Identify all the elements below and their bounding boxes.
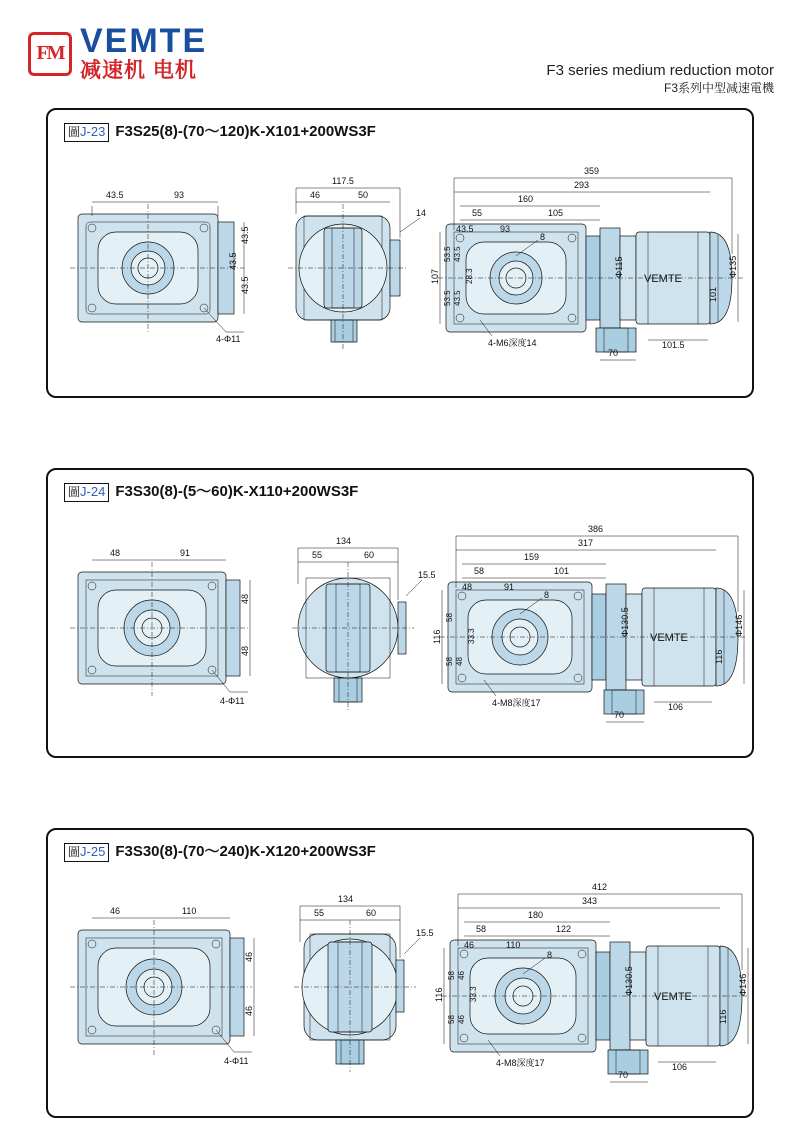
brand-label: VEMTE [654, 991, 692, 1003]
dim-text: 43.5 [228, 252, 238, 270]
figure-tag [64, 123, 109, 142]
dim-text: 58 [445, 613, 454, 622]
dim-text: 116 [714, 649, 724, 664]
dim-text: 55 [472, 208, 483, 218]
dim-text: 359 [584, 166, 600, 176]
dim-text: 106 [668, 702, 684, 712]
figure-tag-code: J-23 [80, 124, 106, 139]
dim-text: 28.3 [465, 268, 474, 284]
document-title [546, 62, 774, 96]
dim-text: 70 [614, 710, 625, 720]
brand-label: VEMTE [650, 632, 688, 644]
dim-text: 101.5 [662, 340, 685, 350]
dim-text: 134 [338, 894, 354, 904]
dim-text: 160 [518, 194, 534, 204]
dim-text: 343 [582, 896, 598, 906]
dim-text: 46 [244, 951, 254, 962]
document-title-cn: F3系列中型减速電機 [663, 81, 774, 95]
shaft-note: 8 [544, 590, 550, 600]
dim-text: Φ135 [728, 255, 738, 278]
dim-text: 43.5 [240, 276, 250, 294]
dim-text: 116 [432, 629, 442, 644]
tap-note: 4-M6深度14 [488, 338, 537, 348]
figure-title: F3S25(8)-(70〜120)K-X101+200WS3F [115, 123, 376, 140]
dim-text: 386 [588, 524, 604, 534]
tap-note: 4-M8深度17 [492, 698, 541, 708]
hole-note: 4-Φ11 [220, 696, 245, 706]
dim-text: 58 [445, 657, 454, 666]
shaft-note: 8 [547, 950, 553, 960]
technical-drawing-svg [48, 504, 752, 756]
dim-text: 46 [464, 940, 475, 950]
tap-note: 4-M8深度17 [496, 1058, 545, 1068]
dim-text: 106 [672, 1062, 688, 1072]
figure-tag-cn: 圖 [68, 485, 81, 499]
assembly-view [430, 166, 744, 360]
side-view [292, 536, 436, 710]
dim-text: 43.5 [240, 226, 250, 244]
dim-text: 15.5 [418, 570, 436, 580]
logo-subtitle-cn: 减速机 电机 [80, 59, 197, 82]
dim-text: 53.5 [443, 290, 452, 306]
dim-text: 33.3 [469, 986, 478, 1002]
dim-text: 110 [506, 940, 521, 950]
dim-text: 58 [474, 566, 485, 576]
dim-text: 46 [457, 1015, 466, 1024]
dim-text: 43.5 [453, 246, 462, 262]
figure-tag [64, 483, 109, 502]
dim-text: 48 [240, 645, 250, 656]
dim-text: 93 [500, 224, 511, 234]
dim-text: 180 [528, 910, 544, 920]
dim-text: 58 [447, 1015, 456, 1024]
dim-text: 70 [618, 1070, 629, 1080]
dim-text: 55 [314, 908, 325, 918]
side-view [288, 176, 426, 350]
dim-text: 122 [556, 924, 572, 934]
figure-title: F3S30(8)-(5〜60)K-X110+200WS3F [115, 483, 359, 500]
dim-text: 58 [447, 971, 456, 980]
dim-text: 46 [457, 971, 466, 980]
figure-panel [46, 468, 754, 758]
dim-text: Φ146 [738, 973, 748, 996]
figure-tag-cn: 圖 [68, 845, 81, 859]
figure-header [64, 480, 358, 502]
figure-drawing [48, 504, 752, 756]
page-header [0, 0, 800, 98]
dim-text: 159 [524, 552, 540, 562]
dim-text: 101 [708, 286, 718, 302]
dim-text: 43.5 [106, 190, 124, 200]
figure-title: F3S30(8)-(70〜240)K-X120+200WS3F [115, 843, 376, 860]
dim-text: 48 [455, 657, 464, 666]
shaft-note: 8 [540, 232, 546, 242]
logo-wordmark: VEMTE [80, 22, 208, 60]
dim-text: 110 [182, 906, 197, 916]
assembly-view [434, 882, 748, 1082]
technical-drawing-svg [48, 864, 752, 1116]
dim-text: 107 [430, 268, 440, 284]
front-view [70, 906, 254, 1066]
dim-text: 50 [358, 190, 369, 200]
dim-text: 55 [312, 550, 323, 560]
dim-text: 46 [110, 906, 121, 916]
dim-text: Φ146 [734, 614, 744, 637]
brand-label: VEMTE [644, 273, 682, 285]
figure-tag-code: J-24 [80, 484, 106, 499]
dim-text: 293 [574, 180, 590, 190]
dim-text: 317 [578, 538, 594, 548]
dim-text: 48 [240, 593, 250, 604]
dim-text: 46 [244, 1005, 254, 1016]
figure-tag [64, 843, 109, 862]
hole-note: 4-Φ11 [224, 1056, 249, 1066]
figure-panel [46, 108, 754, 398]
figure-header [64, 840, 376, 862]
logo-mark-icon: FM [28, 32, 72, 76]
dim-text: 43.5 [456, 224, 474, 234]
figure-drawing [48, 864, 752, 1116]
assembly-view [432, 524, 746, 722]
dim-text: Φ115 [614, 256, 624, 278]
figure-tag-cn: 圖 [68, 125, 81, 139]
dim-text: 70 [608, 348, 619, 358]
dim-text: 60 [366, 908, 377, 918]
dim-text: 134 [336, 536, 352, 546]
dim-text: 116 [434, 987, 444, 1002]
dim-text: 91 [504, 582, 515, 592]
dim-text: 116 [718, 1009, 728, 1024]
brand-logo [28, 24, 207, 83]
dim-text: Φ130.5 [620, 607, 630, 637]
dim-text: 46 [310, 190, 321, 200]
dim-text: 117.5 [332, 176, 354, 186]
dim-text: 15.5 [416, 928, 434, 938]
dim-text: 48 [110, 548, 121, 558]
hole-note: 4-Φ11 [216, 334, 241, 344]
dim-text: 53.5 [443, 246, 452, 262]
figure-drawing [48, 144, 752, 396]
dim-text: 412 [592, 882, 608, 892]
front-view [70, 548, 250, 706]
figure-panel [46, 828, 754, 1118]
side-view [294, 894, 434, 1072]
figure-tag-code: J-25 [80, 844, 106, 859]
dim-text: 101 [554, 566, 570, 576]
dim-text: Φ130.5 [624, 966, 634, 996]
dim-text: 58 [476, 924, 487, 934]
dim-text: 60 [364, 550, 375, 560]
technical-drawing-svg [48, 144, 752, 396]
dim-text: 105 [548, 208, 564, 218]
document-title-en: F3 series medium reduction motor [546, 62, 774, 79]
dim-text: 91 [180, 548, 191, 558]
front-view [70, 190, 250, 344]
dim-text: 43.5 [453, 290, 462, 306]
figure-header [64, 120, 376, 142]
logo-text [80, 24, 207, 83]
dim-text: 33.3 [467, 628, 476, 644]
dim-text: 14 [416, 208, 427, 218]
dim-text: 93 [174, 190, 185, 200]
dim-text: 48 [462, 582, 473, 592]
